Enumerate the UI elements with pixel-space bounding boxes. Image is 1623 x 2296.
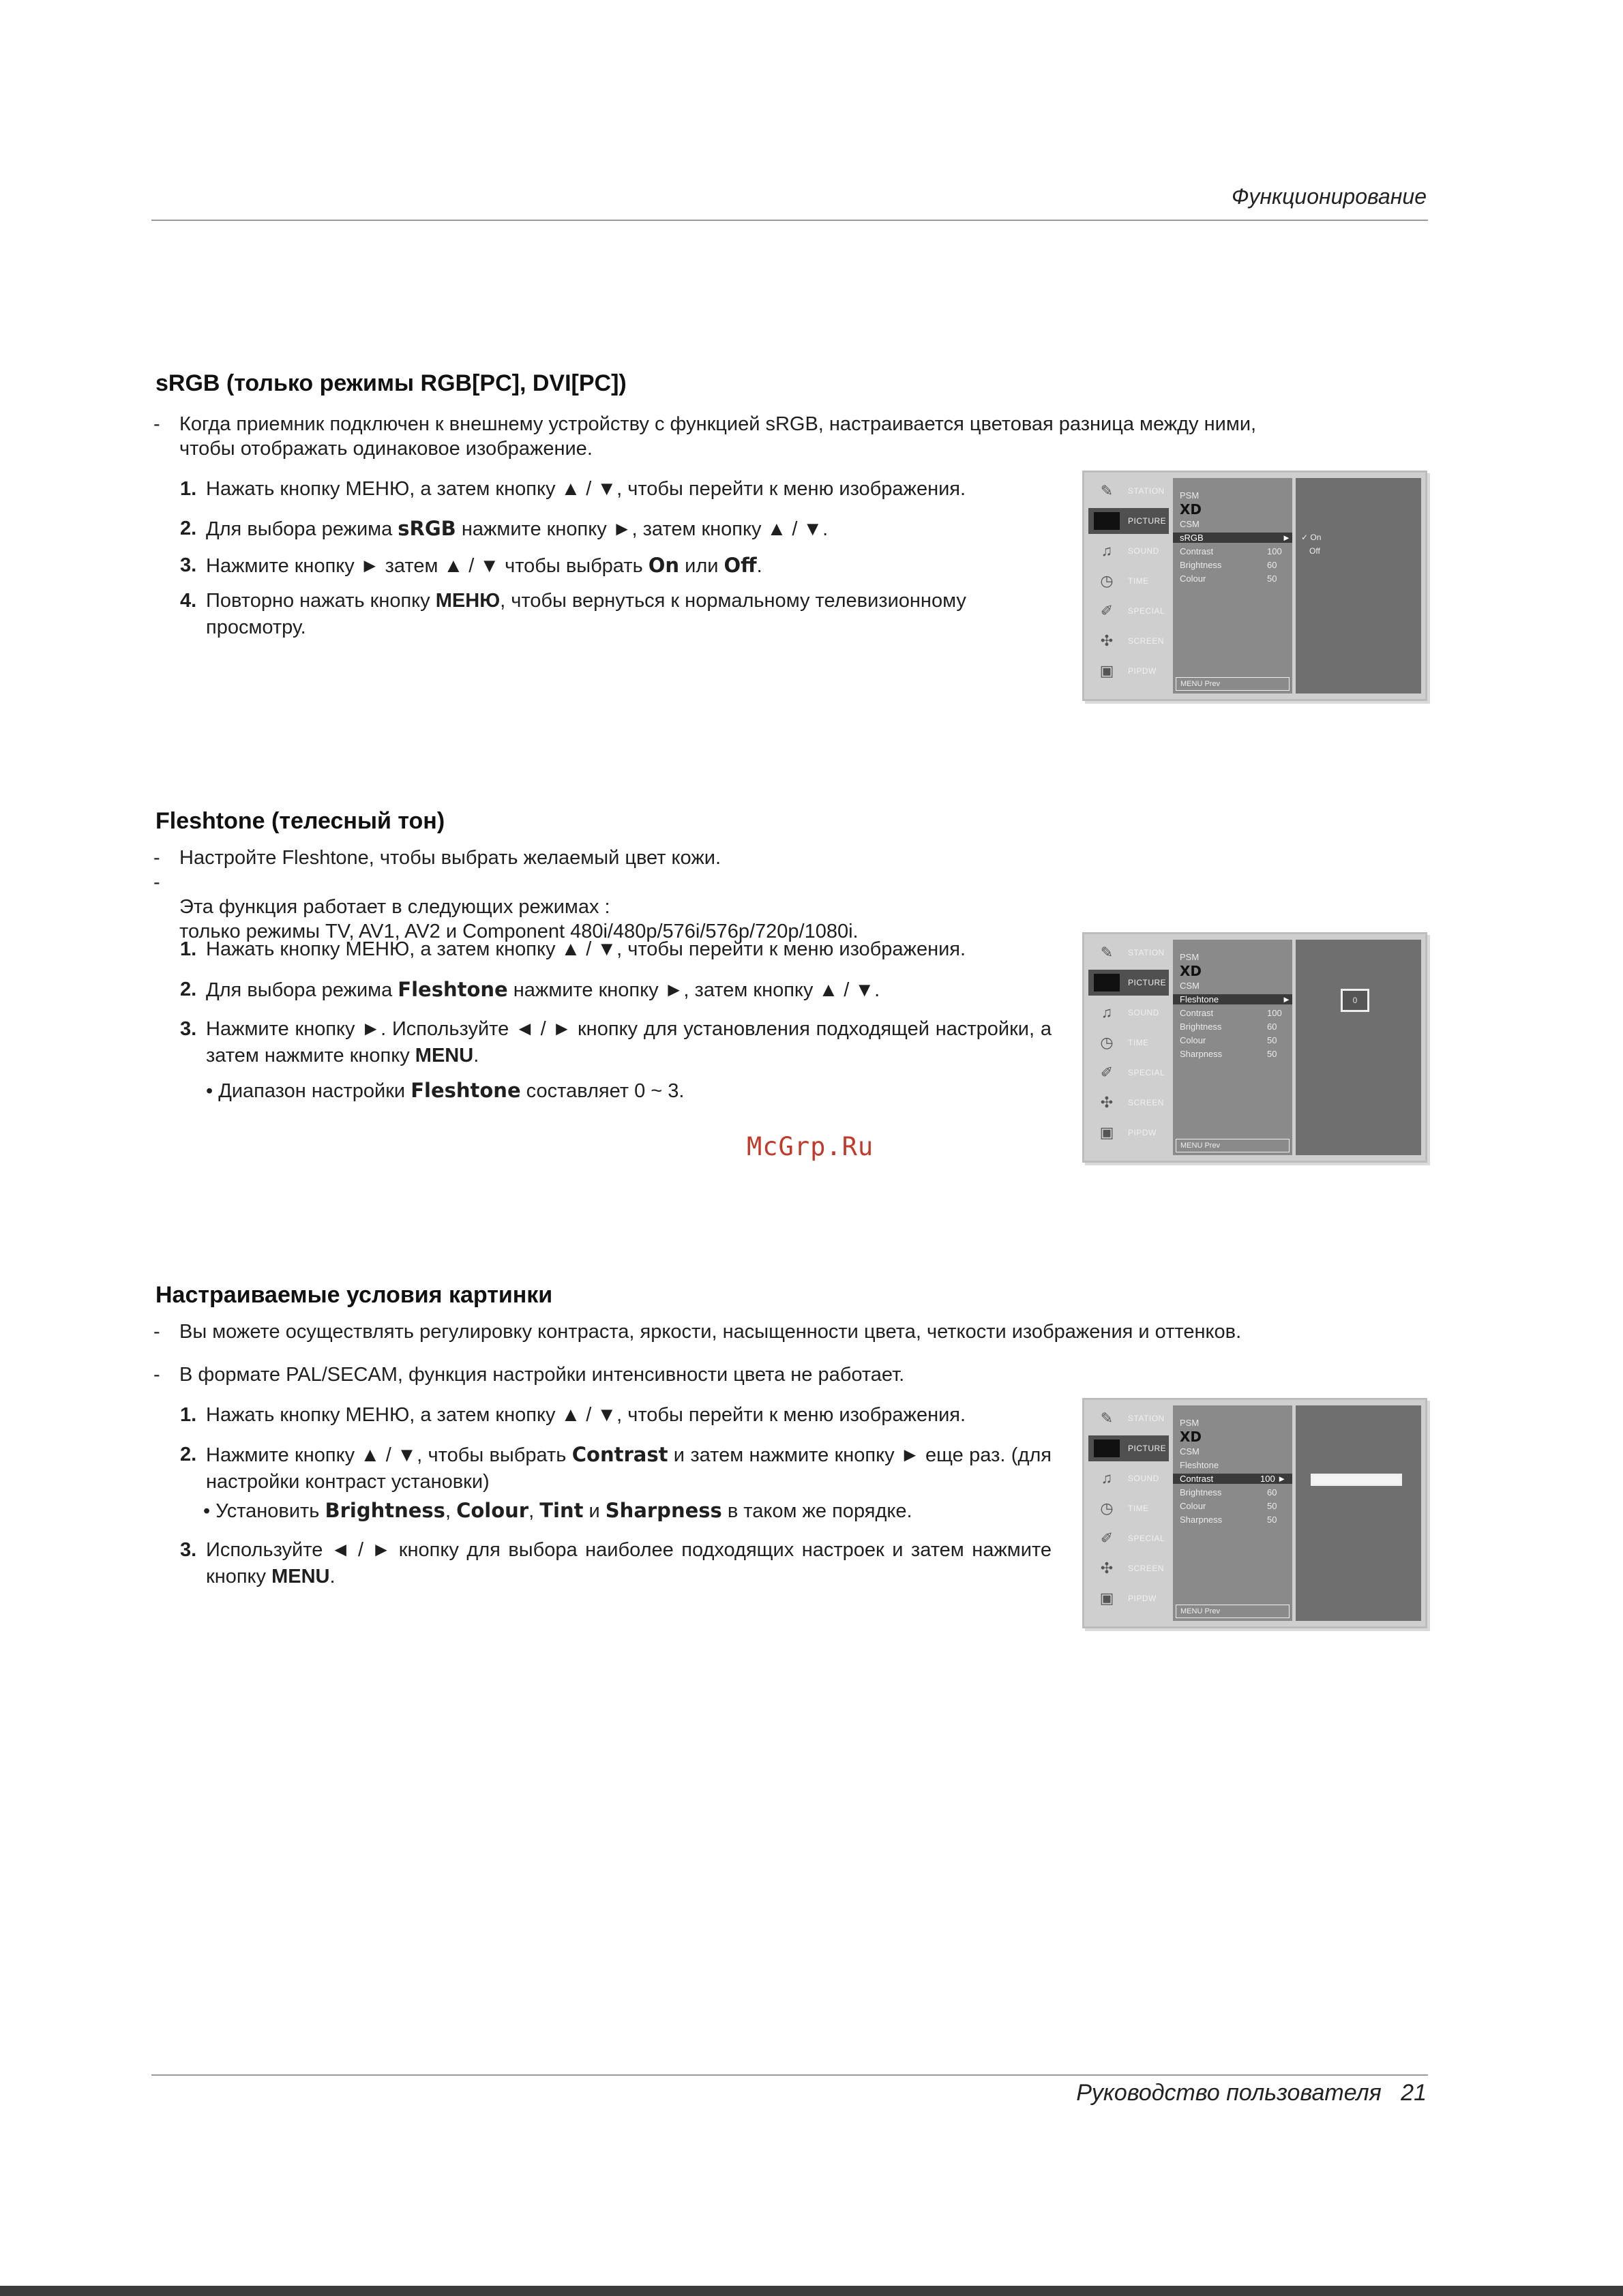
osd-item: CSM — [1180, 1446, 1200, 1457]
osd-cat-station: ✎ STATION — [1088, 478, 1169, 504]
special-icon: ✐ — [1100, 602, 1114, 619]
fleshtone-step-1: 1. Нажать кнопку МЕНЮ, а затем кнопку ▲ / ▼, чтобы перейти к меню изображения. — [180, 938, 966, 960]
osd-item: CSM — [1180, 519, 1200, 529]
osd-option-on: ✓ On — [1301, 533, 1322, 542]
picture-icon: ■ — [1094, 1440, 1120, 1457]
osd-contrast-fill — [1313, 1476, 1400, 1484]
osd-item: Brightness 60 — [1180, 1022, 1277, 1032]
scan-edge-band — [0, 2286, 1623, 2296]
osd-item: Sharpness 50 — [1180, 1049, 1277, 1059]
time-icon: ◷ — [1100, 1500, 1114, 1517]
osd-item: Sharpness 50 — [1180, 1515, 1277, 1525]
osd-item: Contrast 100 — [1180, 546, 1282, 556]
osd-item: Colour 50 — [1180, 1501, 1277, 1511]
osd-cat-time: ◷ TIME — [1088, 1495, 1169, 1521]
osd-cat-time: ◷ TIME — [1088, 1030, 1169, 1056]
picture-step-3: 3. Используйте ◄ / ► кнопку для выбора наиболее подходящих настроек и затем нажмите кнопку MENU. — [180, 1539, 1052, 1587]
osd-item-selected: Contrast 100 ► — [1173, 1474, 1292, 1484]
osd-cat-sound: ♫ SOUND — [1088, 1465, 1169, 1491]
picture-bullet-2: - В формате PAL/SECAM, функция настройки интенсивности цвета не работает. — [153, 1364, 905, 1386]
srgb-step-1: 1. Нажать кнопку МЕНЮ, а затем кнопку ▲ / ▼, чтобы перейти к меню изображения. — [180, 478, 966, 500]
osd-cat-sound: ♫ SOUND — [1088, 538, 1169, 564]
osd-cat-station: ✎ STATION — [1088, 1405, 1169, 1431]
osd-item: CSM — [1180, 981, 1200, 991]
srgb-step-4: 4. Повторно нажать кнопку МЕНЮ, чтобы вернуться к нормальному телевизионному просмотру. — [180, 590, 966, 638]
osd-picture-menu — [1082, 1398, 1427, 1628]
fleshtone-bullet-1: - Настройте Fleshtone, чтобы выбрать желаемый цвет кожи. — [153, 847, 721, 869]
srgb-step-2: 2. Для выбора режима sRGB нажмите кнопку ►, затем кнопку ▲ / ▼. — [180, 517, 829, 540]
station-icon: ✎ — [1100, 1410, 1114, 1427]
osd-cat-sound: ♫ SOUND — [1088, 1000, 1169, 1026]
sound-icon: ♫ — [1101, 542, 1113, 559]
osd-cat-screen: ✣ SCREEN — [1088, 628, 1169, 654]
osd-cat-pipdw: ▣ PIPDW — [1088, 658, 1169, 684]
picture-title: Настраиваемые условия картинки — [155, 1282, 553, 1308]
osd-cat-screen: ✣ SCREEN — [1088, 1090, 1169, 1116]
osd-item: Brightness 60 — [1180, 560, 1277, 570]
screen-icon: ✣ — [1100, 1094, 1114, 1111]
osd-item: Brightness 60 — [1180, 1487, 1277, 1497]
srgb-title: sRGB (только режимы RGB[PC], DVI[PC]) — [155, 370, 627, 396]
osd-fleshtone-menu — [1082, 932, 1427, 1163]
pip-icon: ▣ — [1099, 1590, 1114, 1607]
osd-cat-time: ◷ TIME — [1088, 568, 1169, 594]
srgb-bullet-1: - Когда приемник подключен к внешнему устройству с функцией sRGB, настраивается цветовая разница между ними, чтобы отображать одинаковое изображение. — [153, 413, 1257, 460]
osd-prev-bar: MENU Prev — [1176, 677, 1290, 691]
osd-cat-special: ✐ SPECIAL — [1088, 598, 1169, 624]
osd-item: PSM — [1180, 490, 1200, 501]
page-number: 21 — [1401, 2080, 1427, 2106]
picture-step-1: 1. Нажать кнопку МЕНЮ, а затем кнопку ▲ / ▼, чтобы перейти к меню изображения. — [180, 1404, 966, 1426]
station-icon: ✎ — [1100, 944, 1114, 961]
running-header: Функционирование — [1231, 184, 1427, 209]
osd-option-off: Off — [1309, 546, 1320, 556]
osd-item-selected: sRGB ► — [1173, 533, 1292, 543]
osd-prev-bar: MENU Prev — [1176, 1139, 1290, 1152]
time-icon: ◷ — [1100, 1034, 1114, 1051]
fleshtone-step-3: 3. Нажмите кнопку ►. Используйте ◄ / ► кнопку для установления подходящей настройки, а затем нажмите кнопку MENU. — [180, 1018, 1052, 1067]
sound-icon: ♫ — [1101, 1470, 1113, 1487]
osd-prev-bar: MENU Prev — [1176, 1605, 1290, 1618]
watermark: McGrp.Ru — [747, 1132, 874, 1161]
time-icon: ◷ — [1100, 572, 1114, 589]
osd-item-xd: XD — [1180, 1429, 1202, 1445]
picture-step-2: 2. Нажмите кнопку ▲ / ▼, чтобы выбрать Contrast и затем нажмите кнопку ► еще раз. (для настройки контраст установки) — [180, 1443, 1052, 1493]
picture-icon: ■ — [1094, 512, 1120, 530]
sound-icon: ♫ — [1101, 1004, 1113, 1021]
osd-srgb-menu — [1082, 471, 1427, 701]
osd-cat-station: ✎ STATION — [1088, 940, 1169, 966]
osd-item: Colour 50 — [1180, 573, 1277, 584]
osd-contrast-slider — [1311, 1474, 1402, 1486]
osd-cat-picture: ■ PICTURE — [1088, 970, 1169, 996]
osd-cat-pipdw: ▣ PIPDW — [1088, 1585, 1169, 1611]
header-rule — [151, 220, 1428, 221]
screen-icon: ✣ — [1100, 1560, 1114, 1577]
osd-cat-special: ✐ SPECIAL — [1088, 1525, 1169, 1551]
srgb-step-3: 3. Нажмите кнопку ► затем ▲ / ▼ чтобы выбрать On или Off. — [180, 554, 762, 577]
osd-cat-pipdw: ▣ PIPDW — [1088, 1120, 1169, 1146]
footer-rule — [151, 2074, 1428, 2076]
special-icon: ✐ — [1100, 1530, 1114, 1547]
osd-cat-picture: ■ PICTURE — [1088, 508, 1169, 534]
osd-fleshtone-value-box: 0 — [1341, 989, 1369, 1012]
footer-title: Руководство пользователя — [1076, 2080, 1382, 2106]
osd-item-selected: Fleshtone ► — [1173, 994, 1292, 1004]
pip-icon: ▣ — [1099, 662, 1114, 679]
station-icon: ✎ — [1100, 482, 1114, 499]
osd-cat-picture: ■ PICTURE — [1088, 1435, 1169, 1461]
fleshtone-title: Fleshtone (телесный тон) — [155, 808, 445, 834]
osd-item: PSM — [1180, 1418, 1200, 1428]
picture-bullet-1: - Вы можете осуществлять регулировку контраста, яркости, насыщенности цвета, четкости изображения и оттенков. — [153, 1321, 1242, 1343]
osd-item: Colour 50 — [1180, 1035, 1277, 1045]
fleshtone-range-note: • Диапазон настройки Fleshtone составляет 0 ~ 3. — [206, 1079, 685, 1102]
osd-item: PSM — [1180, 952, 1200, 962]
osd-item-xd: XD — [1180, 963, 1202, 979]
osd-item: Contrast 100 — [1180, 1008, 1282, 1018]
fleshtone-bullet-2: - Эта функция работает в следующих режимах : только режимы TV, AV1, AV2 и Component 480i/480p/576i/576p/720p/1080i. — [153, 871, 859, 942]
picture-icon: ■ — [1094, 974, 1120, 992]
fleshtone-step-2: 2. Для выбора режима Fleshtone нажмите кнопку ►, затем кнопку ▲ / ▼. — [180, 978, 880, 1001]
osd-item: Fleshtone — [1180, 1460, 1219, 1470]
picture-step-2-note: • Установить Brightness, Colour, Tint и Sharpness в таком же порядке. — [203, 1499, 912, 1522]
page-footer — [1076, 2080, 1427, 2106]
osd-cat-special: ✐ SPECIAL — [1088, 1060, 1169, 1086]
osd-cat-screen: ✣ SCREEN — [1088, 1555, 1169, 1581]
screen-icon: ✣ — [1100, 632, 1114, 649]
pip-icon: ▣ — [1099, 1124, 1114, 1141]
osd-item-xd: XD — [1180, 501, 1202, 518]
special-icon: ✐ — [1100, 1064, 1114, 1081]
